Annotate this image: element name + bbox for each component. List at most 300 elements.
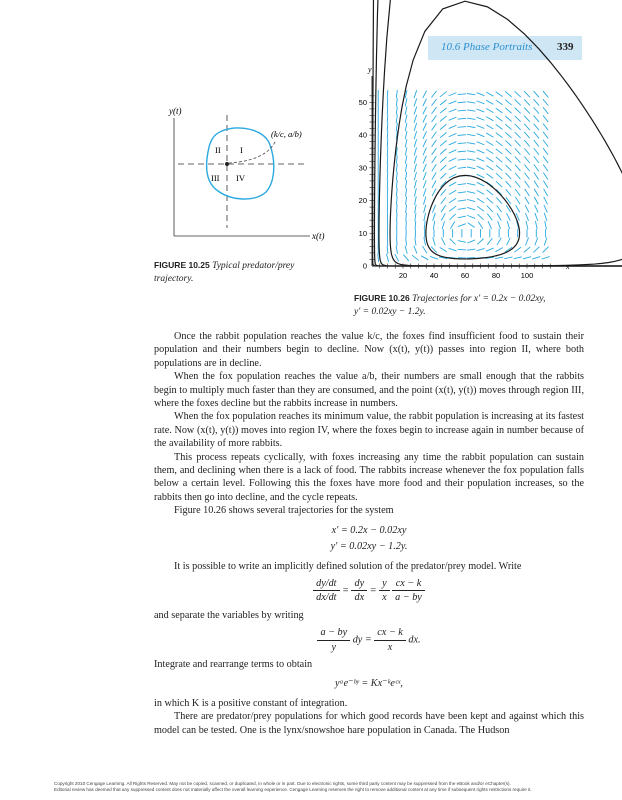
field-arrow <box>543 164 548 171</box>
field-arrow <box>424 237 426 245</box>
field-arrow <box>486 157 493 162</box>
field-arrow <box>467 191 475 193</box>
field-arrow <box>432 140 437 147</box>
field-arrow <box>405 115 407 123</box>
field-arrow <box>424 221 425 229</box>
field-arrow <box>515 148 521 154</box>
equation-end: dx. <box>408 634 421 646</box>
field-arrow <box>440 132 446 137</box>
fig26-caption-line2: y′ = 0.02xy − 1.2y. <box>354 307 426 317</box>
field-arrow <box>395 254 399 261</box>
field-arrow <box>442 221 444 229</box>
field-arrow <box>496 181 502 187</box>
field-arrow <box>488 221 491 229</box>
field-arrow <box>405 147 407 155</box>
field-arrow <box>515 116 521 122</box>
field-arrow <box>415 196 417 204</box>
paragraph: in which K is a positive constant of integration. <box>154 697 348 709</box>
field-arrow <box>478 222 483 229</box>
field-arrow <box>387 164 388 172</box>
field-arrow <box>405 98 407 106</box>
field-arrow <box>477 125 485 128</box>
field-arrow <box>477 93 485 96</box>
field-arrow <box>449 109 457 112</box>
field-arrow <box>515 91 521 97</box>
field-arrow <box>507 221 509 229</box>
field-arrow <box>526 221 528 229</box>
field-arrow <box>432 124 437 131</box>
paragraph: This process repeats cyclically, with foxes increasing any time the rabbit population can sustain them, and declining when there is a lack of food. The rabbits increase whenever the fox population falls below a certain level. Following this the foxes have more food and their population increases, so the rabbits then go into decline, and the cycle repeats. <box>154 451 584 503</box>
copyright-footer <box>54 781 574 793</box>
field-arrow <box>450 214 456 220</box>
field-arrow <box>487 238 492 245</box>
field-arrow <box>450 239 456 245</box>
field-arrow <box>441 197 446 204</box>
equation-separated <box>154 626 584 654</box>
field-arrow <box>505 91 511 96</box>
field-arrow <box>449 190 456 194</box>
x-tick-label: 40 <box>429 271 439 280</box>
field-arrow <box>543 132 548 139</box>
field-arrow <box>477 158 485 161</box>
field-arrow <box>441 238 445 245</box>
field-arrow <box>467 215 475 218</box>
field-arrow <box>535 213 538 221</box>
fig25-caption-text: Typical predator/prey trajectory. <box>154 261 295 284</box>
field-arrow <box>506 181 512 187</box>
frac-num: a − by <box>317 626 350 640</box>
field-arrow <box>477 182 485 186</box>
field-arrow <box>449 101 457 104</box>
field-arrow <box>525 181 530 188</box>
field-arrow <box>467 207 475 209</box>
field-arrow <box>467 102 475 103</box>
field-arrow <box>524 140 530 146</box>
frac-num: dy <box>351 577 367 591</box>
y-tick-label: 40 <box>358 130 367 140</box>
field-arrow <box>414 90 417 98</box>
x-tick-label: 60 <box>460 271 470 280</box>
footer-line-2: Editorial review has deemed that any suppressed content does not materially affect the overall learning experience. Cengage Learning reserves the right to remove additional content at any time if subsequent rights restrictions require it. <box>54 787 532 792</box>
field-arrow <box>487 190 494 195</box>
field-arrow <box>432 189 436 196</box>
field-arrow <box>406 237 407 245</box>
field-arrow <box>524 148 529 154</box>
field-arrow <box>414 188 416 196</box>
fig25-point-label: (k/c, a/b) <box>271 129 302 139</box>
y-tick-label: 0 <box>362 261 367 271</box>
field-arrow <box>525 213 528 221</box>
fig26-y-axis-label: y <box>368 65 372 74</box>
field-arrow <box>423 164 426 172</box>
field-arrow <box>467 199 475 201</box>
field-arrow <box>467 240 475 243</box>
field-arrow <box>525 238 528 246</box>
field-arrow <box>432 172 436 179</box>
field-arrow <box>505 165 511 171</box>
field-arrow <box>515 99 521 105</box>
field-arrow <box>506 173 512 179</box>
field-arrow <box>433 237 436 245</box>
field-arrow <box>378 254 379 262</box>
paragraph: It is possible to write an implicitly defined solution of the predator/prey model. Write <box>174 560 522 572</box>
field-arrow <box>467 143 475 144</box>
fraction <box>313 577 339 605</box>
field-arrow <box>487 206 493 212</box>
field-arrow <box>414 164 416 172</box>
field-arrow <box>424 205 426 213</box>
field-arrow <box>525 189 530 196</box>
field-arrow <box>467 126 475 127</box>
equals-sign: = <box>369 585 377 597</box>
equation-middle: dy = <box>352 634 372 646</box>
field-arrow <box>467 159 475 161</box>
field-arrow <box>412 255 419 260</box>
field-arrow <box>432 181 436 188</box>
field-arrow <box>387 106 388 114</box>
field-arrow <box>433 221 435 229</box>
field-arrow <box>477 190 484 194</box>
field-arrow <box>543 115 548 122</box>
fig26-trajectories <box>373 0 622 266</box>
field-arrow <box>524 107 530 113</box>
field-arrow <box>423 123 427 131</box>
equation-x-prime: x′ = 0.2x − 0.02xy <box>331 524 407 536</box>
field-arrow <box>396 123 397 131</box>
field-arrow <box>477 174 485 178</box>
field-arrow <box>423 156 426 164</box>
paragraph: Integrate and rearrange terms to obtain <box>154 658 313 670</box>
field-arrow <box>487 214 492 221</box>
field-arrow <box>515 124 521 130</box>
field-arrow <box>415 221 416 229</box>
field-arrow <box>497 238 501 245</box>
field-arrow <box>449 142 457 145</box>
frac-den: x <box>387 641 393 653</box>
paragraph: When the fox population reaches its minimum value, the rabbit population is increasing at its fastest rate. Now (x(t), y(t)) moves into region IV, where the foxes begin to increase again in number because of the availability of more rabbits. <box>154 411 584 450</box>
field-arrow <box>405 131 407 139</box>
field-arrow <box>477 117 485 120</box>
fig25-region-I: I <box>240 145 243 155</box>
field-arrow <box>449 182 456 186</box>
y-tick-label: 50 <box>358 97 367 107</box>
fraction <box>392 577 425 605</box>
field-arrow <box>440 100 447 105</box>
field-arrow <box>524 132 530 138</box>
field-arrow <box>449 150 457 153</box>
field-arrow <box>414 98 417 106</box>
field-arrow <box>496 133 503 138</box>
field-arrow <box>449 206 456 211</box>
field-arrow <box>387 131 388 139</box>
field-arrow <box>414 180 416 188</box>
field-arrow <box>440 108 447 113</box>
field-arrow <box>458 216 466 218</box>
field-arrow <box>534 107 539 113</box>
frac-num: dy/dt <box>313 577 339 591</box>
field-arrow <box>514 257 522 259</box>
field-arrow <box>405 188 406 196</box>
field-arrow <box>387 123 388 131</box>
paragraph: When the fox population reaches the value a/b, their numbers are small enough that the rabbits begin to multiply much faster than they are consumed, and the point (x(t), y(t)) moves through region III, where the foxes decline but the rabbits increase in numbers. <box>154 371 584 410</box>
field-arrow <box>387 172 388 180</box>
field-arrow <box>458 118 466 119</box>
footer-line-1: Copyright 2010 Cengage Learning. All Rights Reserved. May not be copied, scanned, or duplicated, in whole or in part. Due to electronic rights, some third party content may be suppressed from the eBook and/or eChapter(s). <box>54 781 511 786</box>
field-arrow <box>543 107 548 114</box>
field-arrow <box>458 249 466 250</box>
field-arrow <box>405 172 406 180</box>
field-arrow <box>421 256 428 260</box>
running-header-title: 10.6 Phase Portraits <box>441 41 533 53</box>
y-tick-label: 20 <box>358 196 367 206</box>
field-arrow <box>545 221 547 229</box>
field-arrow <box>396 205 397 213</box>
field-arrow <box>505 157 511 163</box>
field-arrow <box>423 139 426 147</box>
field-arrow <box>524 156 529 162</box>
trajectory-orbit <box>373 0 622 266</box>
field-arrow <box>515 108 521 114</box>
field-arrow <box>542 257 550 260</box>
field-arrow <box>449 158 457 162</box>
frac-num: cx − k <box>374 626 406 640</box>
field-arrow <box>467 134 475 135</box>
field-arrow <box>534 164 539 171</box>
field-arrow <box>533 247 539 253</box>
field-arrow <box>496 108 503 113</box>
field-arrow <box>458 102 466 103</box>
field-arrow <box>477 142 485 145</box>
field-arrow <box>507 213 511 221</box>
field-arrow <box>432 148 437 155</box>
field-arrow <box>534 173 539 180</box>
equation-implicit-solution: yᵃe⁻ᵇʸ = Kx⁻ᵏeᶜˣ, <box>335 678 403 690</box>
field-arrow <box>486 125 493 129</box>
field-arrow <box>524 116 530 122</box>
field-arrow <box>496 165 502 170</box>
field-arrow <box>477 239 483 245</box>
field-arrow <box>458 208 466 209</box>
field-arrow <box>396 155 397 163</box>
field-arrow <box>423 90 427 98</box>
field-arrow <box>431 99 436 106</box>
field-arrow <box>396 164 397 172</box>
field-arrow <box>505 100 511 105</box>
fraction <box>379 577 390 605</box>
field-arrow <box>440 92 447 97</box>
field-arrow <box>387 90 388 98</box>
field-arrow <box>477 214 483 220</box>
field-arrow <box>458 184 466 185</box>
fraction <box>374 626 406 654</box>
field-arrow <box>432 164 436 171</box>
field-arrow <box>467 183 475 185</box>
field-arrow <box>534 197 538 204</box>
field-arrow <box>495 248 502 252</box>
field-arrow <box>440 157 446 163</box>
field-arrow <box>403 255 408 261</box>
field-arrow <box>458 143 466 144</box>
field-arrow <box>423 197 425 205</box>
field-arrow <box>387 245 388 253</box>
field-arrow <box>534 99 540 105</box>
field-arrow <box>534 140 539 147</box>
field-arrow <box>440 124 446 129</box>
field-arrow <box>396 115 397 123</box>
frac-num: y <box>379 577 390 591</box>
field-arrow <box>505 116 511 121</box>
field-arrow <box>449 248 457 251</box>
field-arrow <box>486 141 493 145</box>
field-arrow <box>534 116 539 122</box>
field-arrow <box>396 188 397 196</box>
field-arrow <box>415 237 416 245</box>
field-arrow <box>415 205 416 213</box>
paragraph: and separate the variables by writing <box>154 609 304 621</box>
x-tick-label: 20 <box>398 271 408 280</box>
field-arrow <box>414 123 417 131</box>
field-arrow <box>449 198 456 203</box>
field-arrow <box>477 101 485 104</box>
field-arrow <box>496 189 502 195</box>
field-arrow <box>405 246 407 254</box>
field-arrow <box>524 91 530 97</box>
field-arrow <box>414 246 417 254</box>
field-arrow <box>535 221 537 229</box>
field-arrow <box>386 254 388 262</box>
fig25-region-II: II <box>215 145 221 155</box>
figure-10-25 <box>168 106 325 241</box>
field-arrow <box>543 148 548 155</box>
field-arrow <box>430 256 438 259</box>
field-arrow <box>440 116 446 121</box>
field-arrow <box>467 151 475 153</box>
frac-den: y <box>331 641 337 653</box>
field-arrow <box>405 164 407 172</box>
field-arrow <box>458 159 466 160</box>
field-arrow <box>414 107 417 115</box>
field-arrow <box>505 149 511 155</box>
trajectory-orbit <box>374 0 622 266</box>
field-arrow <box>467 110 475 111</box>
field-arrow <box>486 92 493 96</box>
field-arrow <box>423 172 426 180</box>
field-arrow <box>544 237 547 245</box>
fig25-caption <box>154 259 332 286</box>
field-arrow <box>515 189 520 196</box>
field-arrow <box>543 172 548 179</box>
field-arrow <box>440 141 446 147</box>
field-arrow <box>423 99 427 107</box>
field-arrow <box>396 98 397 106</box>
fig25-caption-label: FIGURE 10.25 <box>154 260 210 270</box>
figure-10-26-plot <box>359 0 622 280</box>
field-arrow <box>458 224 466 227</box>
field-arrow <box>523 257 531 259</box>
field-arrow <box>515 157 521 163</box>
field-arrow <box>525 197 529 204</box>
frac-den: dx <box>354 592 365 604</box>
field-arrow <box>543 91 548 97</box>
field-arrow <box>534 156 539 163</box>
fig26-caption <box>354 292 584 319</box>
field-arrow <box>387 147 388 155</box>
field-arrow <box>458 167 466 168</box>
field-arrow <box>524 124 530 130</box>
paragraph: Figure 10.26 shows several trajectories for the system <box>174 505 394 517</box>
field-arrow <box>516 205 520 212</box>
frac-den: x <box>382 592 387 604</box>
fig26-x-axis-label: x <box>566 262 570 271</box>
field-arrow <box>396 245 397 253</box>
field-arrow <box>486 248 494 251</box>
field-arrow <box>496 149 503 154</box>
field-arrow <box>387 155 388 163</box>
field-arrow <box>477 109 485 112</box>
field-arrow <box>515 132 521 138</box>
field-arrow <box>497 213 501 220</box>
field-arrow <box>431 91 436 98</box>
y-tick-label: 30 <box>358 163 367 173</box>
field-arrow <box>477 134 485 137</box>
field-arrow <box>441 213 445 220</box>
field-arrow <box>532 257 540 259</box>
field-arrow <box>406 213 407 221</box>
body-text <box>154 330 584 737</box>
field-arrow <box>506 189 511 195</box>
fig25-equilibrium-point <box>225 162 229 166</box>
frac-den: a − by <box>395 592 422 604</box>
field-arrow <box>423 180 426 188</box>
field-arrow <box>505 132 511 138</box>
x-tick-label: 80 <box>491 271 501 280</box>
field-arrow <box>515 181 520 188</box>
field-arrow <box>387 98 388 106</box>
field-arrow <box>505 124 511 130</box>
field-arrow <box>423 107 427 115</box>
frac-num: cx − k <box>392 577 425 591</box>
field-arrow <box>468 223 475 228</box>
field-arrow <box>487 198 493 204</box>
field-arrow <box>449 117 457 120</box>
field-arrow <box>467 94 475 95</box>
field-arrow <box>440 173 446 179</box>
field-arrow <box>440 247 447 252</box>
field-arrow <box>458 94 466 95</box>
field-arrow <box>543 99 548 106</box>
field-arrow <box>458 200 466 201</box>
equation-y-prime: y′ = 0.02xy − 1.2y. <box>330 541 408 553</box>
equation-dy-dx <box>154 577 584 605</box>
field-arrow <box>458 127 466 128</box>
fig25-x-axis-label: x(t) <box>312 231 325 241</box>
paragraph: There are predator/prey populations for which good records have been kept and against which this model can be tested. One is the lynx/snowshoe hare population in Canada. The Hudson <box>154 711 584 736</box>
field-arrow <box>414 131 416 139</box>
field-arrow <box>432 115 437 122</box>
field-arrow <box>450 222 454 229</box>
field-arrow <box>458 241 466 243</box>
field-arrow <box>422 246 426 253</box>
field-arrow <box>496 116 503 121</box>
field-arrow <box>467 249 475 250</box>
field-arrow <box>449 125 457 128</box>
field-arrow <box>467 167 475 169</box>
field-arrow <box>543 247 549 253</box>
field-arrow <box>405 180 406 188</box>
field-arrow <box>414 147 416 155</box>
fig25-region-IV: IV <box>236 173 245 183</box>
y-tick-label: 10 <box>358 228 367 238</box>
